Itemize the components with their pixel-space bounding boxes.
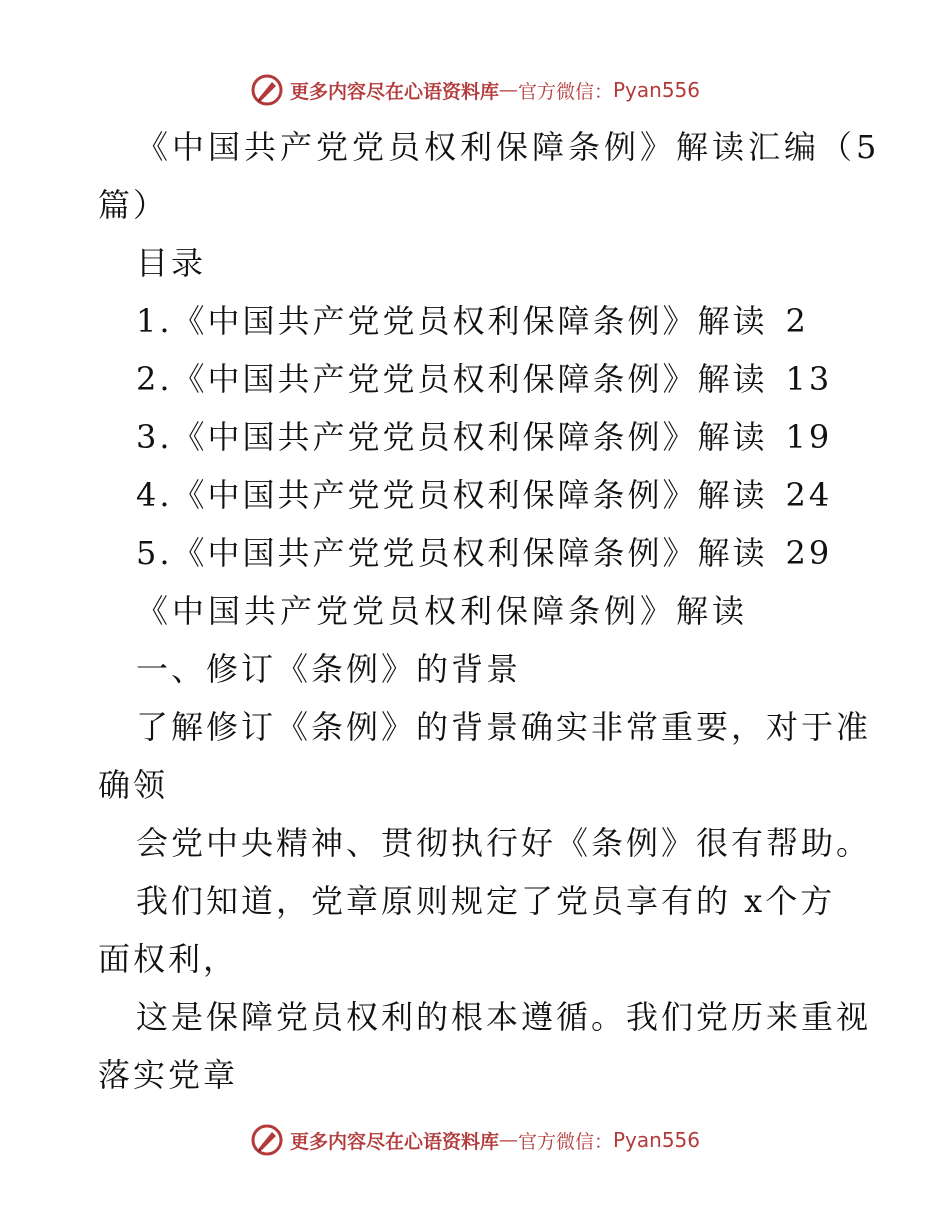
toc-item-page: 2 [785,302,809,340]
toc-item-number: 1. [136,302,173,340]
watermark-separator: — [498,79,518,101]
watermark-label: 官方微信： [517,80,613,103]
toc-item-title: 《中国共产党党员权利保障条例》解读 [172,476,768,514]
document-title-line-1: 《中国共产党党员权利保障条例》解读汇编（5 [136,128,881,166]
toc-item-title: 《中国共产党党员权利保障条例》解读 [172,534,768,572]
document-body [98,118,881,1104]
toc-item[interactable] [98,524,858,582]
watermark-wechat-id: Pyan556 [613,78,701,102]
toc-item[interactable] [98,292,858,350]
toc-item-page: 24 [785,476,833,514]
watermark-lead-text: 更多内容尽在心语资料库 [289,80,499,103]
paragraph-line: 确领 [98,766,169,804]
toc-item-page: 13 [785,360,833,398]
toc-item-page: 29 [785,534,833,572]
watermark-label: 官方微信： [517,1130,613,1153]
toc-item-number: 4. [136,476,173,514]
toc-item-page: 19 [785,418,833,456]
paragraph-line: 面权利， [98,940,239,978]
watermark-footer [0,1120,950,1160]
toc-item-number: 5. [136,534,173,572]
watermark-lead-text: 更多内容尽在心语资料库 [289,1130,499,1153]
paragraph-line: 我们知道，党章原则规定了党员享有的 x个方 [136,882,836,920]
toc-item-number: 2. [136,360,173,398]
toc-item-title: 《中国共产党党员权利保障条例》解读 [172,360,768,398]
section-title: 《中国共产党党员权利保障条例》解读 [136,592,749,630]
toc-item[interactable] [98,350,858,408]
paragraph-line: 会党中央精神、贯彻执行好《条例》很有帮助。 [136,824,872,862]
toc-item-number: 3. [136,418,173,456]
pen-nib-logo-icon [250,73,284,107]
toc-item[interactable] [98,408,858,466]
paragraph-line: 了解修订《条例》的背景确实非常重要，对于准 [136,708,872,746]
watermark-separator: — [498,1129,518,1151]
document-title-line-2: 篇） [98,186,169,224]
pen-nib-logo-icon [250,1123,284,1157]
watermark-wechat-id: Pyan556 [613,1128,701,1152]
toc-item[interactable] [98,466,858,524]
toc-heading: 目录 [136,244,207,282]
toc-item-title: 《中国共产党党员权利保障条例》解读 [172,302,768,340]
toc-item-title: 《中国共产党党员权利保障条例》解读 [172,418,768,456]
watermark-header [0,70,950,110]
section-subheading: 一、修订《条例》的背景 [136,650,522,688]
paragraph-line: 落实党章 [98,1056,239,1094]
paragraph-line: 这是保障党员权利的根本遵循。我们党历来重视 [136,998,872,1036]
